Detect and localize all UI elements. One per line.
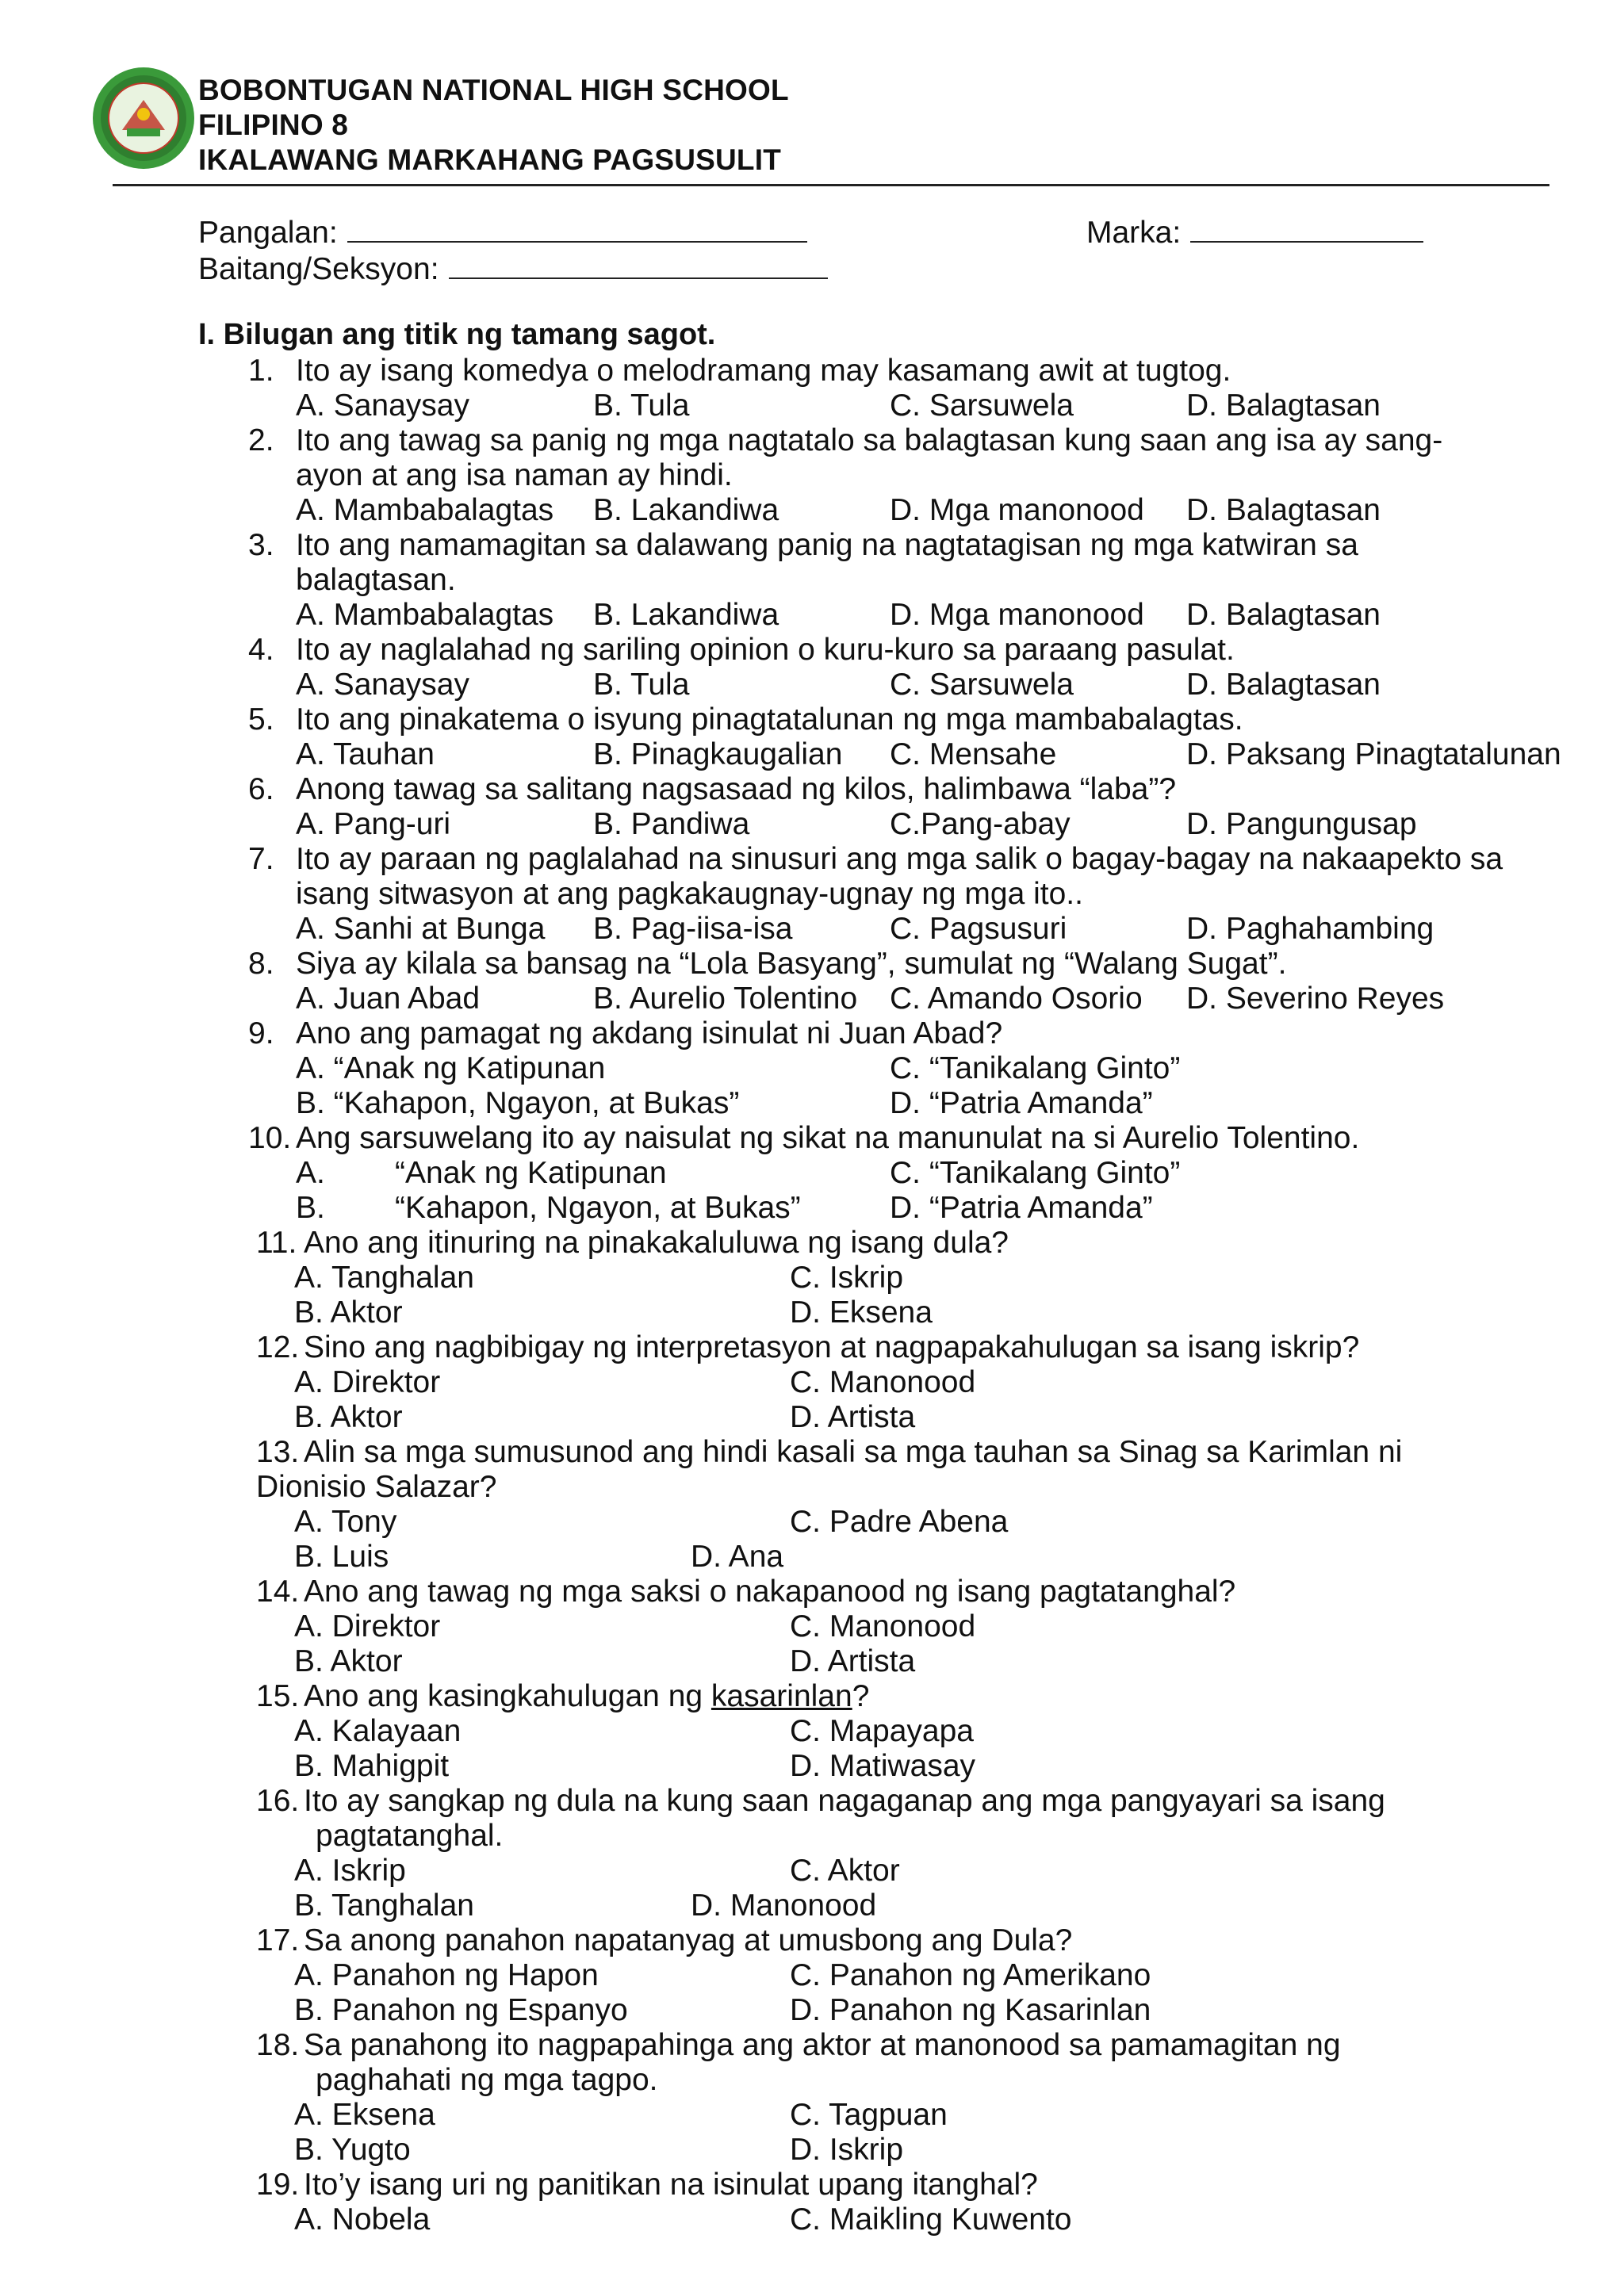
choice-d[interactable]: D. Ana bbox=[691, 1540, 784, 1574]
question-number: 12. bbox=[256, 1330, 300, 1364]
question-text: Ito’y isang uri ng panitikan na isinulat upang itanghal? bbox=[304, 2168, 1038, 2202]
question-number: 19. bbox=[256, 2168, 300, 2202]
choice-a[interactable]: A. Juan Abad bbox=[296, 982, 481, 1016]
question-number: 2. bbox=[248, 423, 274, 457]
choice-b[interactable]: B. Aktor bbox=[294, 1644, 403, 1678]
choice-b[interactable]: “Kahapon, Ngayon, at Bukas” bbox=[395, 1191, 801, 1225]
question-number: 10. bbox=[248, 1121, 292, 1155]
choice-d[interactable]: D. Iskrip bbox=[790, 2133, 904, 2167]
question-text: Sa anong panahon napatanyag at umusbong ang Dula? bbox=[304, 1923, 1073, 1957]
choice-a[interactable]: A. Direktor bbox=[294, 1609, 441, 1644]
choice-c[interactable]: C.Pang-abay bbox=[890, 807, 1071, 841]
subject-name: FILIPINO 8 bbox=[198, 109, 349, 141]
choice-c[interactable]: D. Mga manonood bbox=[890, 493, 1144, 527]
choice-d[interactable]: D. Balagtasan bbox=[1186, 668, 1381, 702]
question-text-suffix: ? bbox=[852, 1679, 870, 1713]
choice-b[interactable]: B. Aktor bbox=[294, 1295, 403, 1330]
score-field[interactable] bbox=[1086, 214, 1423, 251]
choice-b[interactable]: B. Aktor bbox=[294, 1400, 403, 1434]
question-number: 17. bbox=[256, 1923, 300, 1957]
choice-c[interactable]: C. Padre Abena bbox=[790, 1505, 1009, 1539]
choice-b[interactable]: B. Pinagkaugalian bbox=[593, 737, 843, 771]
question-text: Ano ang itinuring na pinakakaluluwa ng isang dula? bbox=[304, 1226, 1009, 1260]
choice-a[interactable]: A. Mambabalagtas bbox=[296, 493, 554, 527]
question-number: 15. bbox=[256, 1679, 300, 1713]
choice-d[interactable]: D. Pangungusap bbox=[1186, 807, 1417, 841]
question-text: Sino ang nagbibigay ng interpretasyon at nagpapakahulugan sa isang iskrip? bbox=[304, 1330, 1360, 1364]
choice-d[interactable]: D. Panahon ng Kasarinlan bbox=[790, 1993, 1151, 2027]
choice-c[interactable]: C. Manonood bbox=[790, 1609, 976, 1644]
question-text: Alin sa mga sumusunod ang hindi kasali sa mga tauhan sa Sinag sa Karimlan ni bbox=[304, 1435, 1403, 1469]
choice-c[interactable]: C. Mapayapa bbox=[790, 1714, 974, 1748]
choice-a[interactable]: A. Nobela bbox=[294, 2202, 431, 2237]
question-text: Ano ang pamagat ng akdang isinulat ni Juan Abad? bbox=[296, 1016, 1003, 1050]
school-seal-icon bbox=[90, 65, 197, 171]
choice-b[interactable]: B. Luis bbox=[294, 1540, 389, 1574]
name-blank[interactable] bbox=[347, 214, 807, 243]
question-text: Ito ay isang komedya o melodramang may kasamang awit at tugtog. bbox=[296, 354, 1231, 388]
choice-c[interactable]: C. “Tanikalang Ginto” bbox=[890, 1156, 1181, 1190]
name-field[interactable] bbox=[198, 214, 807, 251]
choice-c[interactable]: C. Amando Osorio bbox=[890, 982, 1143, 1016]
choice-c[interactable]: C. Manonood bbox=[790, 1365, 976, 1399]
question-number: 18. bbox=[256, 2028, 300, 2062]
choice-b-letter[interactable]: B. bbox=[296, 1191, 325, 1225]
question-text: balagtasan. bbox=[296, 563, 456, 597]
choice-d[interactable]: D. Balagtasan bbox=[1186, 598, 1381, 632]
score-label: Marka: bbox=[1086, 216, 1182, 250]
choice-b[interactable]: B. Lakandiwa bbox=[593, 598, 779, 632]
choice-a[interactable]: A. Tanghalan bbox=[294, 1261, 474, 1295]
underlined-keyword: kasarinlan bbox=[710, 1679, 852, 1713]
choice-b[interactable]: B. Tula bbox=[593, 388, 690, 423]
choice-d[interactable]: D. “Patria Amanda” bbox=[890, 1086, 1153, 1120]
question-number: 1. bbox=[248, 354, 274, 388]
choice-b[interactable]: B. Panahon ng Espanyo bbox=[294, 1993, 628, 2027]
question-text: pagtatanghal. bbox=[316, 1819, 504, 1853]
choice-d[interactable]: D. Eksena bbox=[790, 1295, 933, 1330]
choice-d[interactable]: D. “Patria Amanda” bbox=[890, 1191, 1153, 1225]
choice-c[interactable]: C. Sarsuwela bbox=[890, 388, 1074, 423]
exam-title: IKALAWANG MARKAHANG PAGSUSULIT bbox=[198, 144, 782, 176]
choice-d[interactable]: D. Severino Reyes bbox=[1186, 982, 1445, 1016]
question-number: 4. bbox=[248, 633, 274, 667]
grade-section-blank[interactable] bbox=[449, 251, 828, 279]
choice-a[interactable]: A. Pang-uri bbox=[296, 807, 451, 841]
choice-c[interactable]: C. Aktor bbox=[790, 1854, 900, 1888]
grade-section-field[interactable] bbox=[198, 251, 828, 287]
choice-c[interactable]: C. Pagsusuri bbox=[890, 912, 1067, 946]
choice-b[interactable]: B. Pag-iisa-isa bbox=[593, 912, 793, 946]
choice-a-letter[interactable]: A. bbox=[296, 1156, 325, 1190]
choice-c[interactable]: C. Tagpuan bbox=[790, 2098, 948, 2132]
choice-b[interactable]: B. Mahigpit bbox=[294, 1749, 450, 1783]
question-text: Ano ang tawag ng mga saksi o nakapanood ng isang pagtatanghal? bbox=[304, 1575, 1236, 1609]
choice-b[interactable]: B. Pandiwa bbox=[593, 807, 750, 841]
question-number: 13. bbox=[256, 1435, 300, 1469]
question-text: Siya ay kilala sa bansag na “Lola Basyang”, sumulat ng “Walang Sugat”. bbox=[296, 947, 1287, 981]
question-text: Ito ang namamagitan sa dalawang panig na nagtatagisan ng mga katwiran sa bbox=[296, 528, 1358, 562]
choice-c[interactable]: C. Maikling Kuwento bbox=[790, 2202, 1072, 2237]
choice-d[interactable]: D. Matiwasay bbox=[790, 1749, 976, 1783]
question-number: 7. bbox=[248, 842, 274, 876]
choice-c[interactable]: C. Sarsuwela bbox=[890, 668, 1074, 702]
choice-d[interactable]: D. Balagtasan bbox=[1186, 388, 1381, 423]
choice-d[interactable]: D. Artista bbox=[790, 1400, 916, 1434]
choice-b[interactable]: B. Tanghalan bbox=[294, 1888, 474, 1923]
header-divider bbox=[113, 184, 1549, 186]
choice-b[interactable]: B. Aurelio Tolentino bbox=[593, 982, 858, 1016]
question-number: 9. bbox=[248, 1016, 274, 1050]
question-number: 11. bbox=[256, 1226, 297, 1260]
name-label: Pangalan: bbox=[198, 216, 338, 250]
choice-d[interactable]: D. Artista bbox=[790, 1644, 916, 1678]
choice-c[interactable]: C. Panahon ng Amerikano bbox=[790, 1958, 1151, 1992]
question-number: 3. bbox=[248, 528, 274, 562]
score-blank[interactable] bbox=[1190, 214, 1423, 243]
choice-b[interactable]: B. Yugto bbox=[294, 2133, 411, 2167]
choice-a[interactable]: A. Mambabalagtas bbox=[296, 598, 554, 632]
question-text: Ito ay paraan ng paglalahad na sinusuri ang mga salik o bagay-bagay na nakaapekto sa bbox=[296, 842, 1503, 876]
choice-c[interactable]: C. Iskrip bbox=[790, 1261, 904, 1295]
section-title: I. Bilugan ang titik ng tamang sagot. bbox=[198, 318, 716, 351]
choice-a[interactable]: A. Tony bbox=[294, 1505, 397, 1539]
choice-a[interactable]: A. “Anak ng Katipunan bbox=[296, 1051, 606, 1085]
question-text: Ito ang tawag sa panig ng mga nagtatalo sa balagtasan kung saan ang isa ay sang- bbox=[296, 423, 1443, 457]
question-text: Ang sarsuwelang ito ay naisulat ng sikat na manunulat na si Aurelio Tolentino. bbox=[296, 1121, 1360, 1155]
choice-d[interactable]: D. Balagtasan bbox=[1186, 493, 1381, 527]
choice-a[interactable]: A. Sanhi at Bunga bbox=[296, 912, 546, 946]
choice-b[interactable]: B. “Kahapon, Ngayon, at Bukas” bbox=[296, 1086, 740, 1120]
choice-a[interactable]: A. Direktor bbox=[294, 1365, 441, 1399]
choice-a[interactable]: A. Eksena bbox=[294, 2098, 435, 2132]
question-text: Anong tawag sa salitang nagsasaad ng kilos, halimbawa “laba”? bbox=[296, 772, 1177, 806]
choice-a[interactable]: A. Panahon ng Hapon bbox=[294, 1958, 599, 1992]
question-number: 8. bbox=[248, 947, 274, 981]
question-text: Ito ang pinakatema o isyung pinagtatalunan ng mga mambabalagtas. bbox=[296, 702, 1243, 737]
choice-a[interactable]: “Anak ng Katipunan bbox=[395, 1156, 667, 1190]
choice-b[interactable]: B. Lakandiwa bbox=[593, 493, 779, 527]
question-number: 5. bbox=[248, 702, 274, 737]
question-text: isang sitwasyon at ang pagkakaugnay-ugnay ng mga ito.. bbox=[296, 877, 1083, 911]
choice-a[interactable]: A. Sanaysay bbox=[296, 668, 469, 702]
question-text: ayon at ang isa naman ay hindi. bbox=[296, 458, 733, 492]
question-text: Dionisio Salazar? bbox=[256, 1470, 497, 1504]
choice-a[interactable]: A. Tauhan bbox=[296, 737, 435, 771]
question-number: 14. bbox=[256, 1575, 300, 1609]
choice-c[interactable]: C. Mensahe bbox=[890, 737, 1057, 771]
question-text: Ito ay sangkap ng dula na kung saan nagaganap ang mga pangyayari sa isang bbox=[304, 1784, 1385, 1818]
school-name: BOBONTUGAN NATIONAL HIGH SCHOOL bbox=[198, 74, 789, 106]
question-text: Ito ay naglalahad ng sariling opinion o kuru-kuro sa paraang pasulat. bbox=[296, 633, 1235, 667]
question-text: Sa panahong ito nagpapahinga ang aktor at manonood sa pamamagitan ng bbox=[304, 2028, 1341, 2062]
choice-a[interactable]: A. Iskrip bbox=[294, 1854, 406, 1888]
choice-d[interactable]: D. Paksang Pinagtatalunan bbox=[1186, 737, 1561, 771]
question-number: 6. bbox=[248, 772, 274, 806]
question-number: 16. bbox=[256, 1784, 300, 1818]
choice-a[interactable]: A. Sanaysay bbox=[296, 388, 469, 423]
choice-c[interactable]: D. Mga manonood bbox=[890, 598, 1144, 632]
choice-b[interactable]: B. Tula bbox=[593, 668, 690, 702]
grade-section-label: Baitang/Seksyon: bbox=[198, 252, 439, 286]
choice-d[interactable]: D. Paghahambing bbox=[1186, 912, 1434, 946]
choice-c[interactable]: C. “Tanikalang Ginto” bbox=[890, 1051, 1181, 1085]
question-text: paghahati ng mga tagpo. bbox=[316, 2063, 658, 2097]
question-text-prefix: Ano ang kasingkahulugan ng bbox=[304, 1679, 711, 1713]
choice-a[interactable]: A. Kalayaan bbox=[294, 1714, 462, 1748]
choice-d[interactable]: D. Manonood bbox=[691, 1888, 877, 1923]
question-text bbox=[304, 1679, 869, 1714]
